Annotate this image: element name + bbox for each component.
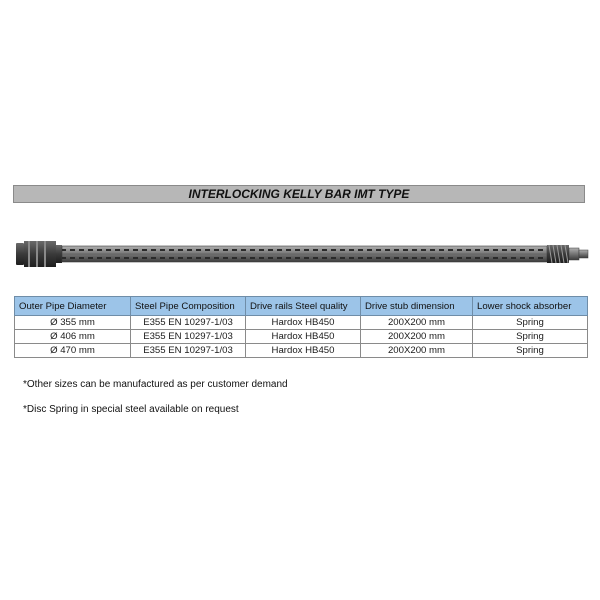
table-cell: 200X200 mm [361,330,473,344]
table-cell: Ø 355 mm [15,316,131,330]
table-cell: Hardox HB450 [246,344,361,358]
table-row [15,344,588,358]
table-cell: Ø 470 mm [15,344,131,358]
specification-table [14,296,588,358]
table-cell: Spring [473,344,588,358]
footnote-disc-spring: *Disc Spring in special steel available on request [23,404,239,415]
col-header: Outer Pipe Diameter [15,297,131,316]
drive-stub [569,248,579,260]
table-cell: Hardox HB450 [246,330,361,344]
page-title: INTERLOCKING KELLY BAR IMT TYPE [13,185,585,203]
shock-absorber-spring [547,245,569,263]
table-cell: E355 EN 10297-1/03 [131,330,246,344]
table-row [15,330,588,344]
table-cell: Ø 406 mm [15,330,131,344]
table-cell: E355 EN 10297-1/03 [131,316,246,330]
table-header-row [15,297,588,316]
table-row [15,316,588,330]
kelly-head [16,243,24,265]
table-cell: 200X200 mm [361,344,473,358]
table-cell: E355 EN 10297-1/03 [131,344,246,358]
col-header: Lower shock absorber [473,297,588,316]
col-header: Drive stub dimension [361,297,473,316]
col-header: Steel Pipe Composition [131,297,246,316]
footnote-custom-sizes: *Other sizes can be manufactured as per customer demand [23,379,288,390]
table-cell: Hardox HB450 [246,316,361,330]
table-cell: Spring [473,316,588,330]
kelly-bar-illustration [14,236,594,272]
table-cell: Spring [473,330,588,344]
table-cell: 200X200 mm [361,316,473,330]
col-header: Drive rails Steel quality [246,297,361,316]
